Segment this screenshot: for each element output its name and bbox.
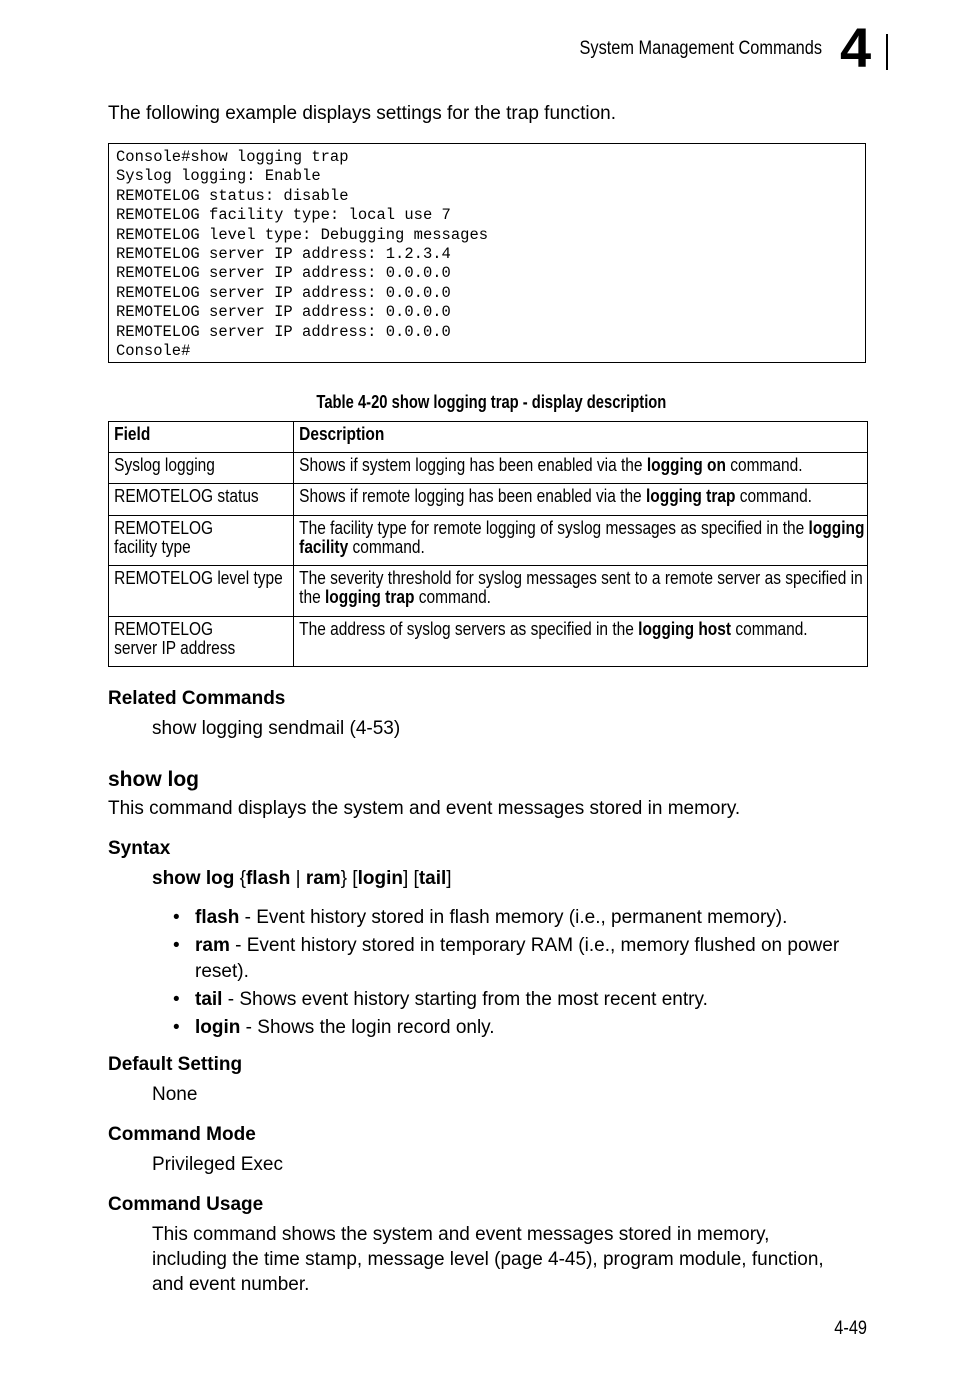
syntax-line [152,866,452,891]
syntax-punct: { [239,868,246,889]
bullet-dot: • [173,907,180,928]
header-description-label: Description [299,424,385,444]
code-line: Syslog logging: Enable [116,167,321,186]
command-mode-text: Privileged Exec [152,1154,283,1175]
field-name-line: REMOTELOG [114,619,214,639]
code-line: REMOTELOG status: disable [116,186,349,205]
description-command: logging trap [645,486,736,506]
parameter-text: - Event history stored in temporary RAM (i.e., memory flushed on power reset). [195,935,840,982]
description-post: command. [735,486,812,506]
syntax-keyword: tail [418,868,447,889]
header-cell-description [294,422,868,453]
description-text [294,516,876,557]
table-caption-text: Table 4-20 show logging trap - display description [316,392,666,412]
syntax-heading: Syntax [108,838,171,859]
parameter-term: login [195,1017,241,1038]
bullet-dot: • [173,989,180,1010]
list-item [170,1015,870,1041]
code-line: REMOTELOG server IP address: 0.0.0.0 [116,264,451,283]
table-row [109,453,868,484]
field-name: REMOTELOG level type [114,568,283,588]
description-command: logging host [638,619,732,639]
syntax-keyword: login [357,868,403,889]
description-text [294,566,876,607]
chapter-divider [886,34,888,70]
running-header-title: System Management Commands [579,38,822,59]
description-command: logging trap [324,587,415,607]
code-line: REMOTELOG server IP address: 0.0.0.0 [116,303,451,322]
code-line: REMOTELOG level type: Debugging messages [116,225,489,244]
field-name [109,617,298,658]
field-cell [109,484,294,516]
command-usage-text: This command shows the system and event messages stored in memory, including the time stamp, message level (page 4-45), program module, function, and event number. [152,1224,824,1295]
table-row [109,516,868,566]
table-header-row [109,422,868,453]
related-commands-heading: Related Commands [108,688,286,709]
description-pre: Shows if remote logging has been enabled via the [299,486,646,506]
description-pre: The severity threshold for syslog messages sent to a remote server as specified in the [299,568,863,607]
syntax-punct: } [ [340,868,358,889]
show-log-heading: show log [108,768,199,791]
code-line: REMOTELOG facility type: local use 7 [116,206,451,225]
description-pre: Shows if system logging has been enabled via the [299,455,647,475]
chapter-number: 4 [840,16,872,79]
code-line: Console# [116,342,191,361]
description-cell [294,617,868,667]
parameter-text: - Shows event history starting from the most recent entry. [222,989,708,1010]
header-cell-field [109,422,294,453]
field-name [109,516,298,557]
parameter-term: flash [195,907,240,928]
description-text [294,484,876,506]
show-log-description: This command displays the system and event messages stored in memory. [108,798,741,819]
syntax-keyword: flash [245,868,291,889]
bullet-dot: • [173,935,180,956]
table-row [109,617,868,667]
description-pre: The facility type for remote logging of syslog messages as specified in the [299,518,809,538]
field-name: REMOTELOG status [114,486,259,506]
code-line: REMOTELOG server IP address: 1.2.3.4 [116,245,451,264]
command-mode-heading: Command Mode [108,1124,256,1145]
description-cell [294,453,868,484]
parameter-text: - Event history stored in flash memory (i.e., permanent memory). [239,907,788,928]
description-post: command. [414,587,491,607]
table-row [109,484,868,516]
code-line: REMOTELOG server IP address: 0.0.0.0 [116,283,451,302]
description-text [294,617,876,639]
field-cell [109,453,294,484]
description-table [108,421,868,667]
parameter-term: ram [195,935,230,956]
list-item [170,987,870,1013]
list-item [170,905,870,931]
bullet-dot: • [173,1017,180,1038]
syntax-command: show log [152,868,235,889]
field-cell [109,617,294,667]
description-post: command. [731,619,808,639]
description-command: logging on [646,455,726,475]
field-name-line: facility type [114,537,191,557]
field-name: Syslog logging [114,455,215,475]
parameter-text: - Shows the login record only. [240,1017,495,1038]
code-line: Console#show logging trap [116,148,349,166]
header-field-label: Field [114,424,151,444]
table-row [109,566,868,617]
field-cell [109,516,294,566]
syntax-punct: | [290,868,306,889]
description-pre: The address of syslog servers as specified in the [299,619,639,639]
description-cell [294,566,868,617]
default-setting-text: None [152,1084,198,1105]
code-line: REMOTELOG server IP address: 0.0.0.0 [116,322,451,341]
syntax-punct: ] [ [402,868,419,889]
syntax-punct: ] [446,868,452,889]
description-post: command. [348,537,425,557]
description-cell [294,516,868,566]
field-name-line: REMOTELOG [114,518,214,538]
code-example [108,143,866,363]
field-cell [109,566,294,617]
related-commands-text: show logging sendmail (4-53) [152,718,401,739]
description-text [294,453,876,475]
page-number: 4-49 [834,1318,867,1339]
syntax-keyword: ram [305,868,341,889]
description-post: command. [725,455,803,475]
intro-paragraph: The following example displays settings for the trap function. [108,103,616,124]
description-command: logging facility [299,518,865,557]
parameter-term: tail [195,989,223,1010]
field-name-line: server IP address [114,638,236,658]
table-caption [108,392,874,413]
command-usage-heading: Command Usage [108,1194,264,1215]
syntax-parameter-list [170,905,870,1043]
list-item [170,933,870,985]
default-setting-heading: Default Setting [108,1054,243,1075]
description-cell [294,484,868,516]
